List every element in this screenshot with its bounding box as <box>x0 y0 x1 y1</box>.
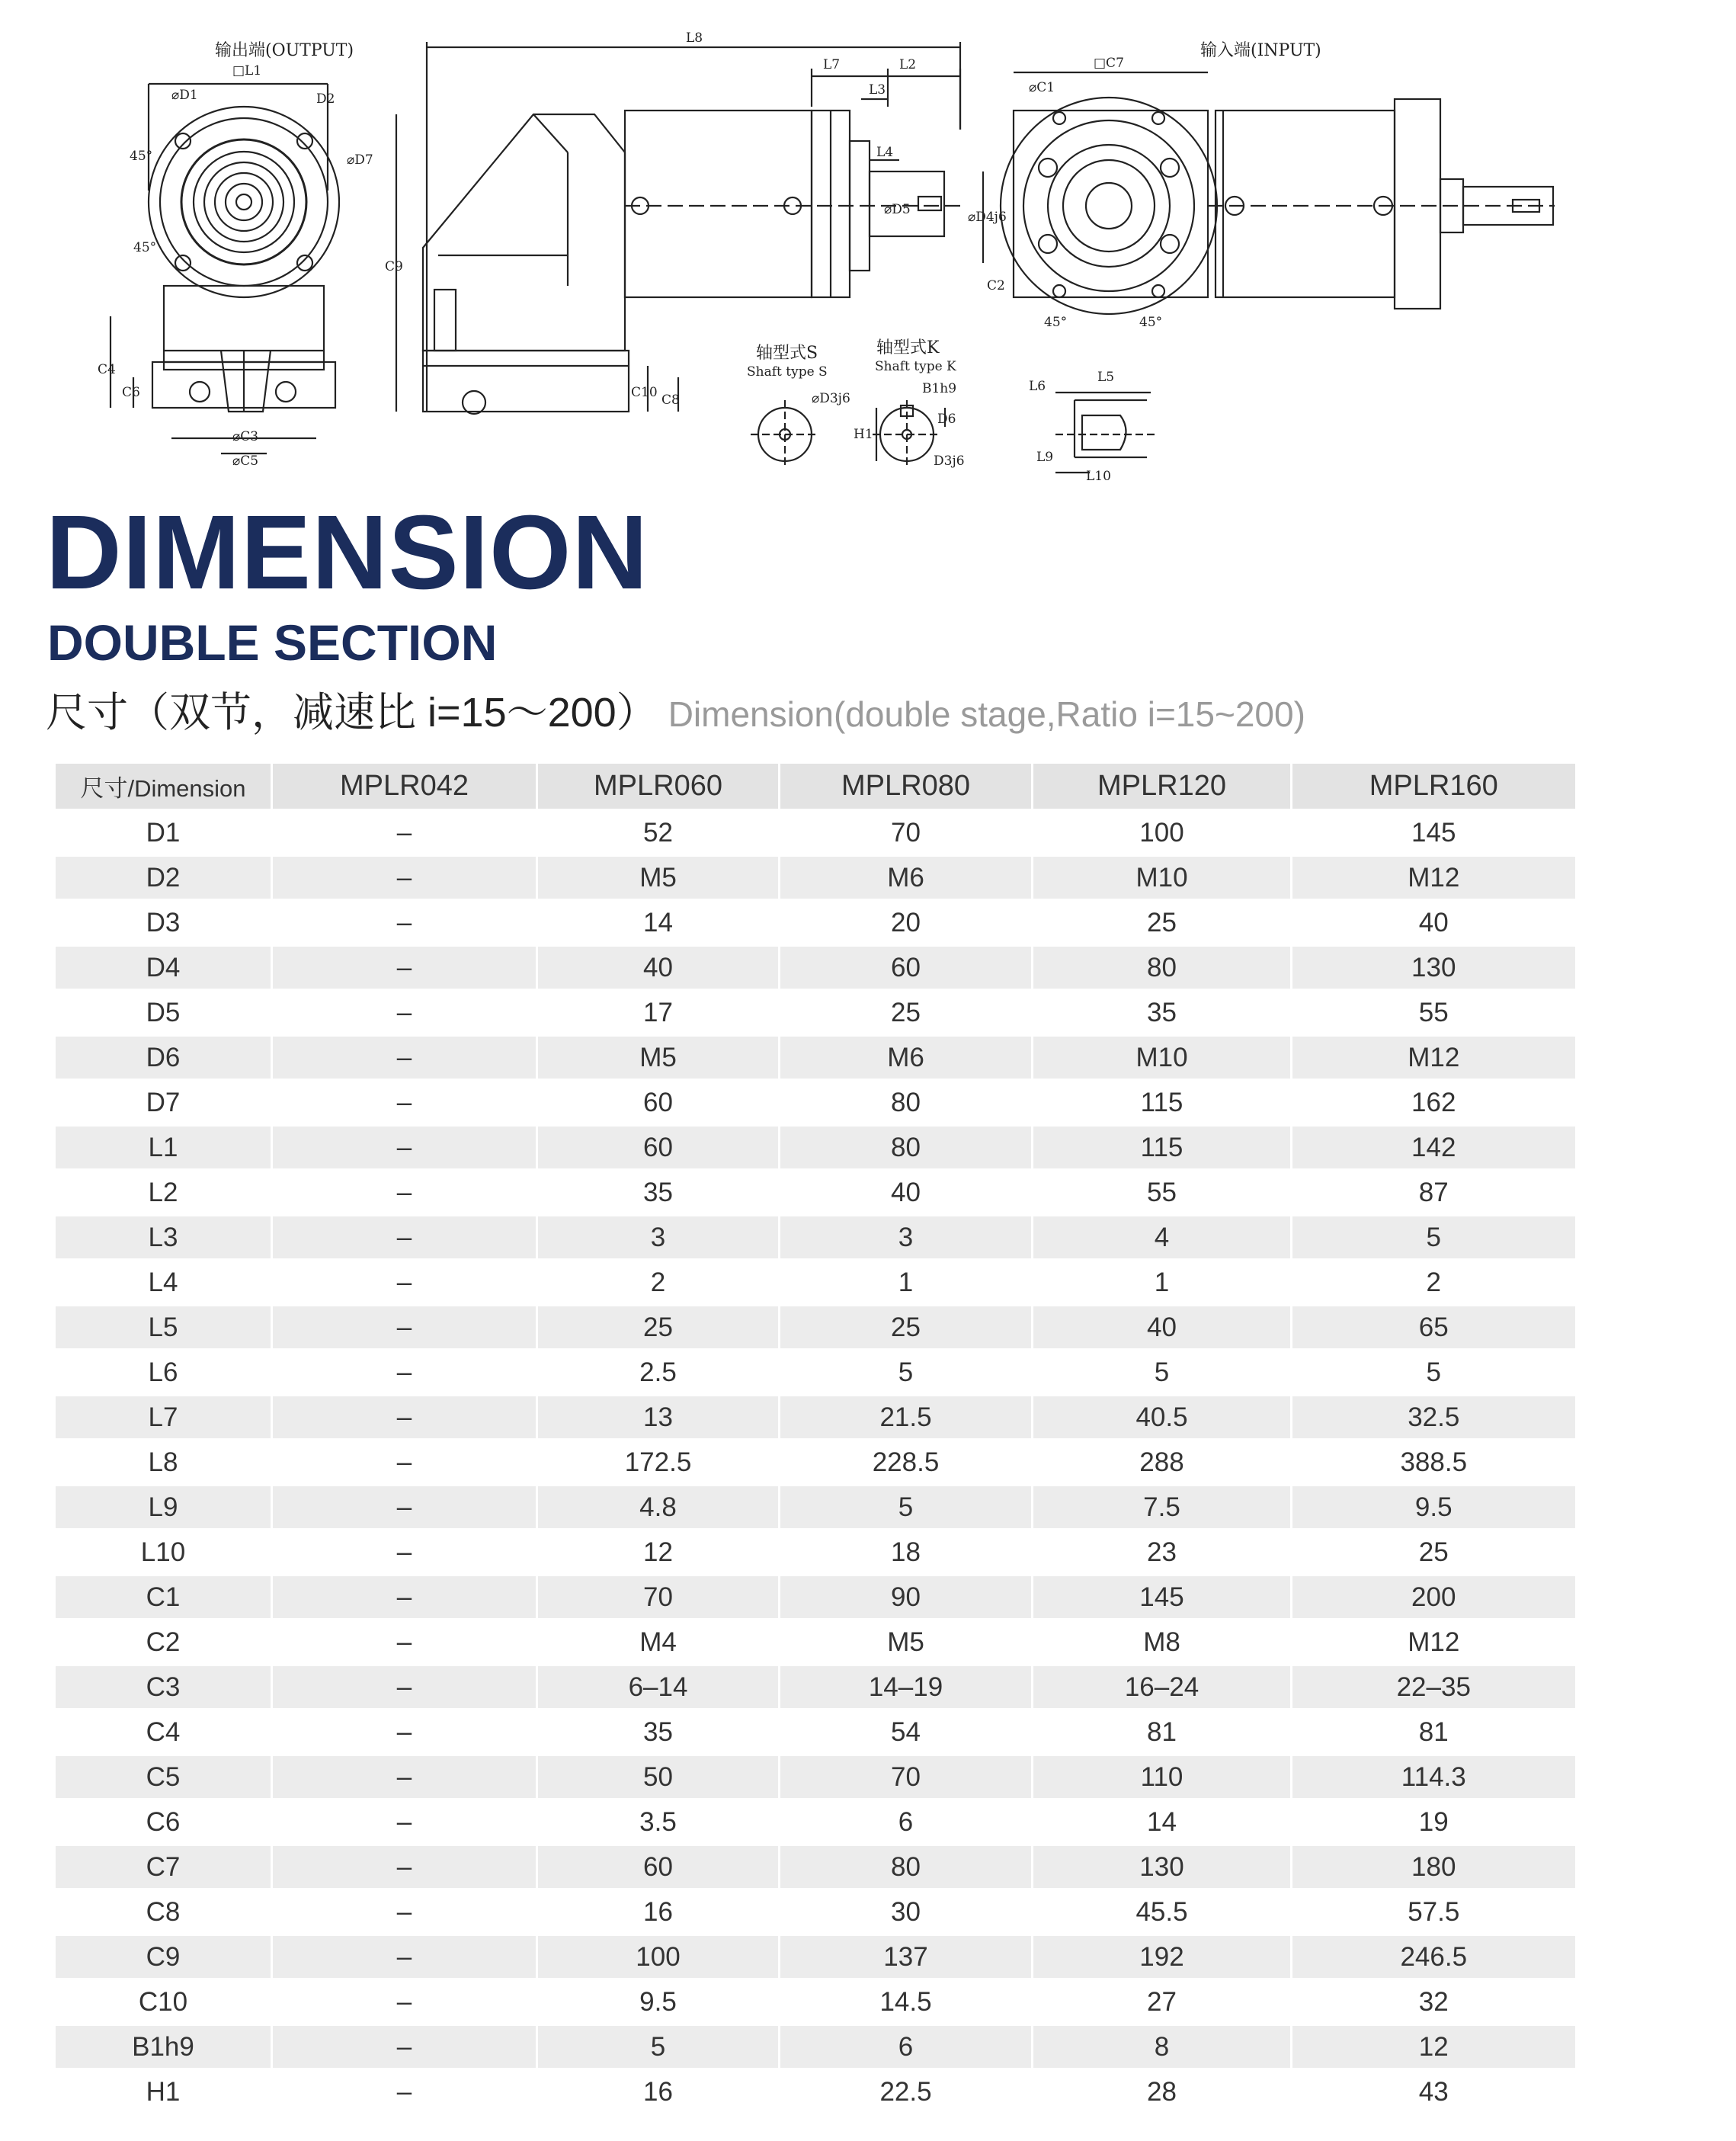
table-cell: 40 <box>1292 900 1575 945</box>
table-row <box>55 1125 1575 1170</box>
page-title: DIMENSION <box>46 494 649 611</box>
table-row <box>55 1889 1575 1934</box>
table-cell: 8 <box>1033 2024 1292 2069</box>
table-cell: 200 <box>1292 1575 1575 1620</box>
dim-l8: L8 <box>686 30 703 46</box>
table-cell: 60 <box>537 1125 780 1170</box>
table-cell: 90 <box>780 1575 1033 1620</box>
table-cell: 45.5 <box>1033 1889 1292 1934</box>
table-cell: 28 <box>1033 2069 1292 2114</box>
table-row <box>55 1530 1575 1575</box>
row-label: C5 <box>55 1755 272 1800</box>
table-cell: 172.5 <box>537 1440 780 1485</box>
column-header: MPLR080 <box>780 764 1033 810</box>
table-cell: 6 <box>780 2024 1033 2069</box>
row-label: C3 <box>55 1665 272 1710</box>
table-cell: 32 <box>1292 1979 1575 2024</box>
table-cell: 16 <box>537 2069 780 2114</box>
table-cell: – <box>272 1800 537 1845</box>
table-cell: – <box>272 810 537 855</box>
dim-l10: L10 <box>1086 469 1111 484</box>
table-cell: – <box>272 1350 537 1395</box>
table-cell: – <box>272 990 537 1035</box>
table-row <box>55 990 1575 1035</box>
table-cell: 137 <box>780 1934 1033 1979</box>
table-row <box>55 1440 1575 1485</box>
table-cell: – <box>272 1035 537 1080</box>
table-row <box>55 1710 1575 1755</box>
table-cell: 27 <box>1033 1979 1292 2024</box>
table-cell: – <box>272 1575 537 1620</box>
column-header: 尺寸/Dimension <box>55 764 272 810</box>
dim-c8: C8 <box>661 393 680 408</box>
table-cell: 25 <box>1033 900 1292 945</box>
caption-english: Dimension(double stage,Ratio i=15~200) <box>668 694 1305 734</box>
page-subtitle: DOUBLE SECTION <box>47 614 498 671</box>
table-row <box>55 1665 1575 1710</box>
table-cell: M6 <box>780 1035 1033 1080</box>
table-cell: 2 <box>1292 1260 1575 1305</box>
table-cell: 2.5 <box>537 1350 780 1395</box>
dim-c9: C9 <box>385 259 403 274</box>
row-label: L8 <box>55 1440 272 1485</box>
table-cell: 5 <box>1292 1215 1575 1260</box>
dim-l2: L2 <box>899 57 917 72</box>
table-row <box>55 1620 1575 1665</box>
table-cell: 246.5 <box>1292 1934 1575 1979</box>
table-cell: 25 <box>780 990 1033 1035</box>
table-cell: 100 <box>1033 810 1292 855</box>
table-cell: 12 <box>537 1530 780 1575</box>
shaft-type-s-view <box>751 400 819 469</box>
table-row <box>55 1305 1575 1350</box>
table-cell: 57.5 <box>1292 1889 1575 1934</box>
table-cell: – <box>272 1979 537 2024</box>
table-cell: 80 <box>1033 945 1292 990</box>
table-cell: – <box>272 945 537 990</box>
table-cell: – <box>272 1395 537 1440</box>
row-label: C4 <box>55 1710 272 1755</box>
row-label: C9 <box>55 1934 272 1979</box>
table-cell: 228.5 <box>780 1440 1033 1485</box>
dim-c1: ⌀C1 <box>1029 80 1055 95</box>
output-label: 输出端(OUTPUT) <box>215 41 354 60</box>
table-cell: 60 <box>780 945 1033 990</box>
table-cell: 35 <box>537 1710 780 1755</box>
table-cell: M6 <box>780 855 1033 900</box>
table-cell: M10 <box>1033 855 1292 900</box>
table-row <box>55 810 1575 855</box>
dim-c7: □C7 <box>1094 56 1124 71</box>
row-label: D6 <box>55 1035 272 1080</box>
dim-l7: L7 <box>823 57 841 72</box>
table-cell: 20 <box>780 900 1033 945</box>
table-row <box>55 1395 1575 1440</box>
table-row <box>55 1755 1575 1800</box>
table-cell: 19 <box>1292 1800 1575 1845</box>
table-cell: 5 <box>780 1350 1033 1395</box>
table-cell: 5 <box>537 2024 780 2069</box>
output-end-view <box>111 84 339 454</box>
table-cell: – <box>272 1845 537 1889</box>
shaft-k-en: Shaft type K <box>875 359 956 374</box>
dim-d3-k: D3j6 <box>934 454 965 469</box>
row-label: C2 <box>55 1620 272 1665</box>
table-cell: 14–19 <box>780 1665 1033 1710</box>
table-cell: 388.5 <box>1292 1440 1575 1485</box>
table-cell: 12 <box>1292 2024 1575 2069</box>
table-row <box>55 1260 1575 1305</box>
table-cell: 80 <box>780 1125 1033 1170</box>
dim-d7: ⌀D7 <box>347 152 373 168</box>
dim-l9: L9 <box>1036 450 1054 465</box>
table-cell: 130 <box>1033 1845 1292 1889</box>
row-label: L7 <box>55 1395 272 1440</box>
table-row <box>55 945 1575 990</box>
table-cell: 288 <box>1033 1440 1292 1485</box>
column-header: MPLR060 <box>537 764 780 810</box>
table-cell: M12 <box>1292 855 1575 900</box>
dim-l3: L3 <box>869 82 886 98</box>
table-cell: 35 <box>1033 990 1292 1035</box>
table-cell: 1 <box>780 1260 1033 1305</box>
dim-d6: D6 <box>937 412 956 427</box>
row-label: D1 <box>55 810 272 855</box>
table-cell: 30 <box>780 1889 1033 1934</box>
table-cell: 16–24 <box>1033 1665 1292 1710</box>
row-label: C8 <box>55 1889 272 1934</box>
table-cell: 40 <box>537 945 780 990</box>
row-label: D2 <box>55 855 272 900</box>
dim-h1: H1 <box>854 427 873 442</box>
table-cell: 142 <box>1292 1125 1575 1170</box>
table-cell: 192 <box>1033 1934 1292 1979</box>
shaft-s-cn: 轴型式S <box>756 344 818 363</box>
row-label: C6 <box>55 1800 272 1845</box>
table-cell: M4 <box>537 1620 780 1665</box>
table-cell: 1 <box>1033 1260 1292 1305</box>
row-label: D4 <box>55 945 272 990</box>
dim-c6: C6 <box>122 385 140 400</box>
dim-b1: B1h9 <box>922 381 957 396</box>
table-cell: 55 <box>1292 990 1575 1035</box>
table-row <box>55 1080 1575 1125</box>
row-label: B1h9 <box>55 2024 272 2069</box>
table-cell: 55 <box>1033 1170 1292 1215</box>
table-cell: – <box>272 2024 537 2069</box>
table-row <box>55 900 1575 945</box>
table-cell: 145 <box>1033 1575 1292 1620</box>
table-row <box>55 1035 1575 1080</box>
table-cell: 4.8 <box>537 1485 780 1530</box>
table-cell: 87 <box>1292 1170 1575 1215</box>
table-cell: 3.5 <box>537 1800 780 1845</box>
table-cell: 25 <box>780 1305 1033 1350</box>
table-cell: – <box>272 1710 537 1755</box>
table-cell: 17 <box>537 990 780 1035</box>
table-row <box>55 1215 1575 1260</box>
table-cell: – <box>272 1260 537 1305</box>
shaft-s-en: Shaft type S <box>747 364 828 380</box>
row-label: D5 <box>55 990 272 1035</box>
table-cell: 115 <box>1033 1080 1292 1125</box>
table-cell: 21.5 <box>780 1395 1033 1440</box>
table-cell: 6–14 <box>537 1665 780 1710</box>
table-cell: – <box>272 855 537 900</box>
table-cell: 70 <box>537 1575 780 1620</box>
dim-d2: D2 <box>316 91 335 107</box>
row-label: L1 <box>55 1125 272 1170</box>
table-cell: 5 <box>780 1485 1033 1530</box>
technical-drawings <box>0 0 1736 503</box>
table-cell: – <box>272 1170 537 1215</box>
column-header: MPLR160 <box>1292 764 1575 810</box>
table-cell: – <box>272 1889 537 1934</box>
dim-angle-4: 45° <box>1139 315 1163 330</box>
input-label: 输入端(INPUT) <box>1200 41 1321 60</box>
table-cell: – <box>272 1305 537 1350</box>
row-label: L6 <box>55 1350 272 1395</box>
row-label: L9 <box>55 1485 272 1530</box>
table-cell: 110 <box>1033 1755 1292 1800</box>
table-cell: – <box>272 1530 537 1575</box>
table-cell: 14 <box>1033 1800 1292 1845</box>
table-cell: – <box>272 2069 537 2114</box>
table-cell: 5 <box>1033 1350 1292 1395</box>
table-cell: 162 <box>1292 1080 1575 1125</box>
row-label: H1 <box>55 2069 272 2114</box>
dim-d4: ⌀D4j6 <box>968 210 1007 225</box>
table-cell: 40.5 <box>1033 1395 1292 1440</box>
dim-c10: C10 <box>631 385 658 400</box>
table-cell: – <box>272 1665 537 1710</box>
table-cell: 115 <box>1033 1125 1292 1170</box>
table-cell: 9.5 <box>537 1979 780 2024</box>
dim-c4: C4 <box>98 362 116 377</box>
row-label: D3 <box>55 900 272 945</box>
table-cell: 25 <box>1292 1530 1575 1575</box>
shaft-k-cn: 轴型式K <box>876 338 940 357</box>
table-cell: 50 <box>537 1755 780 1800</box>
key-detail-view <box>1055 393 1155 473</box>
table-cell: 3 <box>537 1215 780 1260</box>
dim-l4: L4 <box>876 145 894 160</box>
dim-c5: ⌀C5 <box>232 454 259 469</box>
table-cell: M8 <box>1033 1620 1292 1665</box>
table-cell: 14 <box>537 900 780 945</box>
row-label: L2 <box>55 1170 272 1215</box>
table-row <box>55 1350 1575 1395</box>
table-cell: M5 <box>780 1620 1033 1665</box>
table-cell: M10 <box>1033 1035 1292 1080</box>
table-row <box>55 855 1575 900</box>
table-cell: – <box>272 1620 537 1665</box>
table-row <box>55 2024 1575 2069</box>
table-cell: 60 <box>537 1845 780 1889</box>
dim-d5: ⌀D5 <box>884 202 911 217</box>
table-cell: 14.5 <box>780 1979 1033 2024</box>
table-cell: 5 <box>1292 1350 1575 1395</box>
table-cell: 70 <box>780 810 1033 855</box>
table-body <box>55 810 1575 2114</box>
dim-l6: L6 <box>1029 379 1046 394</box>
table-cell: 80 <box>780 1845 1033 1889</box>
table-cell: 4 <box>1033 1215 1292 1260</box>
table-cell: M12 <box>1292 1620 1575 1665</box>
column-header: MPLR120 <box>1033 764 1292 810</box>
table-cell: 22.5 <box>780 2069 1033 2114</box>
table-cell: 81 <box>1033 1710 1292 1755</box>
table-cell: 18 <box>780 1530 1033 1575</box>
table-cell: – <box>272 900 537 945</box>
dim-d3-s: ⌀D3j6 <box>812 391 850 406</box>
table-cell: 35 <box>537 1170 780 1215</box>
row-label: D7 <box>55 1080 272 1125</box>
dim-d1: ⌀D1 <box>171 88 198 103</box>
row-label: L4 <box>55 1260 272 1305</box>
table-cell: 70 <box>780 1755 1033 1800</box>
caption-chinese: 尺寸（双节，减速比 i=15～200） <box>46 690 658 736</box>
table-row <box>55 1979 1575 2024</box>
table-cell: 114.3 <box>1292 1755 1575 1800</box>
table-cell: 2 <box>537 1260 780 1305</box>
row-label: C1 <box>55 1575 272 1620</box>
table-cell: 16 <box>537 1889 780 1934</box>
table-row <box>55 1485 1575 1530</box>
dim-angle-1: 45° <box>130 149 153 164</box>
table-cell: – <box>272 1934 537 1979</box>
row-label: L10 <box>55 1530 272 1575</box>
table-cell: 130 <box>1292 945 1575 990</box>
dim-angle-2: 45° <box>133 240 157 255</box>
dim-c2: C2 <box>987 278 1005 293</box>
row-label: C7 <box>55 1845 272 1889</box>
input-end-view <box>1001 72 1555 314</box>
table-cell: 3 <box>780 1215 1033 1260</box>
table-cell: 43 <box>1292 2069 1575 2114</box>
dim-l5: L5 <box>1097 370 1115 385</box>
row-label: L5 <box>55 1305 272 1350</box>
table-cell: 7.5 <box>1033 1485 1292 1530</box>
table-cell: 13 <box>537 1395 780 1440</box>
table-cell: – <box>272 1080 537 1125</box>
table-caption <box>46 686 1305 741</box>
column-header: MPLR042 <box>272 764 537 810</box>
table-cell: M12 <box>1292 1035 1575 1080</box>
table-cell: 40 <box>1033 1305 1292 1350</box>
table-cell: 40 <box>780 1170 1033 1215</box>
table-cell: 54 <box>780 1710 1033 1755</box>
table-row <box>55 1934 1575 1979</box>
table-cell: 25 <box>537 1305 780 1350</box>
table-row <box>55 1800 1575 1845</box>
table-cell: 100 <box>537 1934 780 1979</box>
table-cell: – <box>272 1755 537 1800</box>
table-cell: – <box>272 1125 537 1170</box>
dimension-table <box>53 764 1575 2116</box>
table-row <box>55 2069 1575 2114</box>
row-label: L3 <box>55 1215 272 1260</box>
table-cell: 23 <box>1033 1530 1292 1575</box>
table-cell: 22–35 <box>1292 1665 1575 1710</box>
table-cell: 180 <box>1292 1845 1575 1889</box>
table-cell: – <box>272 1440 537 1485</box>
row-label: C10 <box>55 1979 272 2024</box>
table-row <box>55 1845 1575 1889</box>
table-header-row <box>55 764 1575 810</box>
table-cell: – <box>272 1485 537 1530</box>
table-cell: 52 <box>537 810 780 855</box>
table-cell: M5 <box>537 855 780 900</box>
table-cell: M5 <box>537 1035 780 1080</box>
table-row <box>55 1170 1575 1215</box>
table-cell: 81 <box>1292 1710 1575 1755</box>
dim-c3: ⌀C3 <box>232 429 259 444</box>
table-cell: – <box>272 1215 537 1260</box>
table-cell: 32.5 <box>1292 1395 1575 1440</box>
table-cell: 9.5 <box>1292 1485 1575 1530</box>
table-cell: 145 <box>1292 810 1575 855</box>
side-view <box>396 42 983 414</box>
dim-l1: □L1 <box>232 63 262 79</box>
dim-angle-3: 45° <box>1044 315 1068 330</box>
table-cell: 65 <box>1292 1305 1575 1350</box>
table-cell: 60 <box>537 1080 780 1125</box>
table-cell: 6 <box>780 1800 1033 1845</box>
table-cell: 80 <box>780 1080 1033 1125</box>
table-row <box>55 1575 1575 1620</box>
